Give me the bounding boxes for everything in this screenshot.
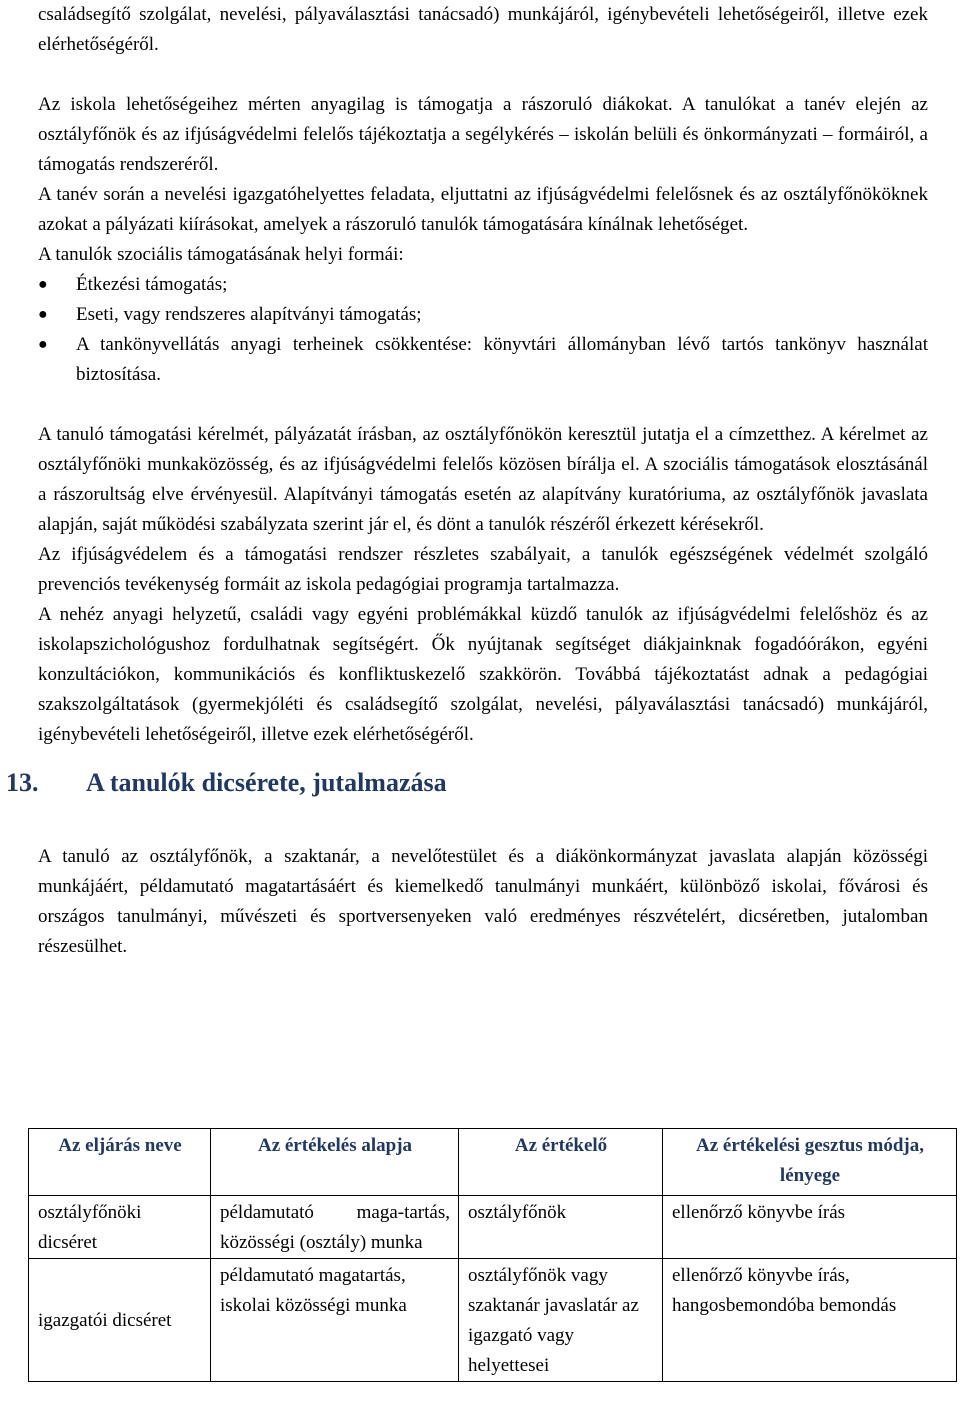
- section-heading: [6, 766, 928, 800]
- paragraph-hardship: A nehéz anyagi helyzetű, családi vagy egyéni problémákkal küzdő tanulók az ifjúságvédelmi felelőshöz és az iskolapszichológushoz fordulhatnak segítségért. Ők nyújtanak segítséget diákjainknak fogadóórákon, egyéni konzultációkon, kommunikációs és konfliktuskezelő szakkörön. Továbbá tájékoztatást adnak a pedagógiai szakszolgáltatások (gyermekjóléti és családsegítő szolgálat, nevelési, pályaválasztási tanácsadó) munkájáról, igénybevételi lehetőségeiről, illetve ezek elérhetőségéről.: [38, 604, 928, 745]
- paragraph-youth-protection: Az ifjúságvédelem és a támogatási rendszer részletes szabályait, a tanulók egészségének védelmét szolgáló prevenciós tevékenység formáit az iskola pedagógiai programja tartalmazza.: [38, 544, 928, 595]
- table-cell: osztályfőnök: [459, 1196, 663, 1259]
- section-title: A tanulók dicsérete, jutalmazása: [86, 768, 447, 797]
- paragraph-application: A tanuló támogatási kérelmét, pályázatát írásban, az osztályfőnökön keresztül jutatja el a címzetthez. A kérelmet az osztályfőnöki munkaközösség, és az ifjúságvédelmi felelős közösen bírálja el. A szociális támogatások elosztásánál a rászorultság elve érvényesül. Alapítványi támogatás esetén az alapítvány kuratóriuma, az osztályfőnök javaslata alapján, saját működési szabályzata szerint jár el, és dönt a tanulók részéről érkezett kérésekről.: [38, 424, 928, 535]
- header-evaluator: Az értékelő: [459, 1129, 663, 1196]
- paragraph-support-forms: A tanulók szociális támogatásának helyi formái:: [38, 244, 404, 265]
- table-cell: ellenőrző könyvbe írás, hangosbemondóba bemondás: [663, 1259, 957, 1382]
- table-cell: osztályfőnöki dicséret: [29, 1196, 211, 1259]
- table-cell: igazgatói dicséret: [29, 1259, 211, 1382]
- section-number: 13.: [6, 768, 39, 797]
- list-item: ● A tankönyvellátás anyagi terheinek csökkentése: könyvtári állományban lévő tartós tankönyv használat biztosítása.: [38, 330, 928, 390]
- table-row: [29, 1196, 957, 1259]
- support-forms-list: [38, 270, 928, 390]
- header-gesture: Az értékelési gesztus módja, lényege: [663, 1129, 957, 1196]
- table-row: [29, 1259, 957, 1382]
- table-cell: ellenőrző könyvbe írás: [663, 1196, 957, 1259]
- praise-table: [28, 1128, 957, 1382]
- header-procedure-name: Az eljárás neve: [29, 1129, 211, 1196]
- bullet-icon: ●: [38, 306, 48, 323]
- header-evaluation-basis: Az értékelés alapja: [211, 1129, 459, 1196]
- paragraph-continuation: családsegítő szolgálat, nevelési, pályaválasztási tanácsadó) munkájáról, igénybevételi lehetőségeiről, illetve ezek elérhetőségéről.: [38, 4, 928, 55]
- paragraph-praise: A tanuló az osztályfőnök, a szaktanár, a nevelőtestület és a diákönkormányzat javaslata alapján közösségi munkájáért, példamutató magatartásáért és kiemelkedő tanulmányi munkáért, különböző iskolai, fővárosi és országos tanulmányi, művészeti és sportversenyeken való eredményes részvételért, dicséretben, jutalomban részesülhet.: [38, 846, 928, 957]
- paragraph-deputy-duty: A tanév során a nevelési igazgatóhelyettes feladata, eljuttatni az ifjúságvédelmi felelősnek és az osztályfőnököknek azokat a pályázati kiírásokat, amelyek a rászoruló tanulók támogatására kínálnak lehetőséget.: [38, 184, 928, 235]
- table-header-row: [29, 1129, 957, 1196]
- table-cell: példamutató magatartás, iskolai közösségi munka: [211, 1259, 459, 1382]
- list-item: ● Étkezési támogatás;: [38, 270, 928, 300]
- table-cell: példamutató maga-tartás, közösségi (osztály) munka: [211, 1196, 459, 1259]
- paragraph-support-intro: Az iskola lehetőségeihez mérten anyagilag is támogatja a rászoruló diákokat. A tanulókat a tanév elején az osztályfőnök és az ifjúságvédelmi felelős tájékoztatja a segélykérés – iskolán belüli és önkormányzati – formáiról, a támogatás rendszeréről.: [38, 94, 928, 175]
- table-cell: osztályfőnök vagy szaktanár javaslatár az igazgató vagy helyettesei: [459, 1259, 663, 1382]
- bullet-icon: ●: [38, 276, 48, 293]
- bullet-icon: ●: [38, 336, 48, 353]
- list-item: ● Eseti, vagy rendszeres alapítványi támogatás;: [38, 300, 928, 330]
- document-page: [6, 0, 928, 962]
